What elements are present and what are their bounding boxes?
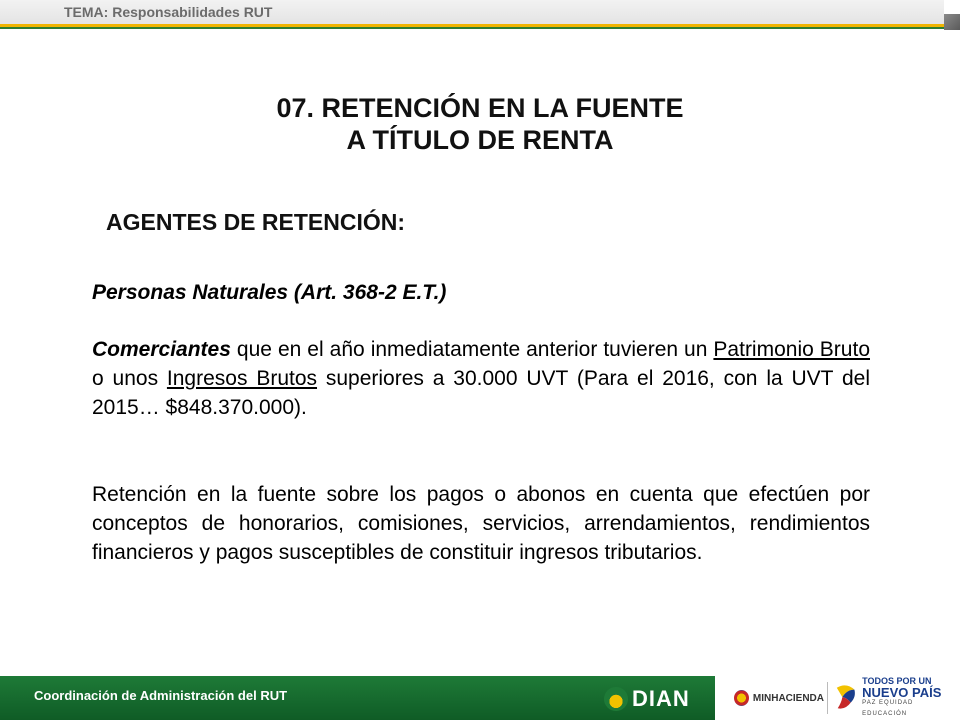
section-heading: Personas Naturales (Art. 368-2 E.T.) bbox=[92, 281, 447, 304]
slide-title-line2: A TÍTULO DE RENTA bbox=[346, 125, 614, 155]
paragraph-comerciantes bbox=[92, 335, 870, 422]
coat-of-arms-icon bbox=[734, 690, 749, 706]
paragraph-text-b: o unos bbox=[92, 367, 167, 390]
slide-subtitle: AGENTES DE RETENCIÓN: bbox=[106, 209, 406, 235]
footer-bar bbox=[0, 676, 960, 720]
paragraph-retencion: Retención en la fuente sobre los pagos o abonos en cuenta que efectúen por conceptos de honorarios, comisiones, servicios, arrendamientos, rendimientos financieros y pagos susceptibles de constituir ingresos tributarios. bbox=[92, 483, 870, 564]
nuevo-pais-line3: PAZ EQUIDAD EDUCACIÓN bbox=[862, 700, 914, 717]
nuevo-pais-emblem-icon bbox=[834, 683, 858, 713]
dian-wordmark: DIAN bbox=[632, 686, 690, 711]
nuevo-pais-line2: NUEVO PAÍS bbox=[862, 685, 942, 700]
nuevo-pais-logo bbox=[834, 676, 954, 717]
logo-divider bbox=[827, 682, 828, 714]
paragraph-text-a: que en el año inmediatamente anterior tuvieren un bbox=[230, 338, 714, 361]
ingresos-brutos-term: Ingresos Brutos bbox=[166, 367, 318, 390]
nuevo-pais-line1: TODOS POR UN bbox=[862, 676, 932, 686]
slide-title-line1: 07. RETENCIÓN EN LA FUENTE bbox=[276, 93, 684, 123]
slide-title bbox=[0, 92, 960, 156]
top-header-bar bbox=[0, 0, 960, 30]
patrimonio-bruto-term: Patrimonio Bruto bbox=[713, 338, 870, 361]
minhacienda-wordmark: MINHACIENDA bbox=[752, 692, 824, 704]
paragraph-lead: Comerciantes bbox=[92, 338, 231, 361]
footer-text: Coordinación de Administración del RUT bbox=[34, 688, 288, 703]
dian-emblem-icon bbox=[604, 687, 628, 711]
header-green-stripe bbox=[0, 27, 944, 29]
topic-label: TEMA: Responsabilidades RUT bbox=[64, 4, 273, 20]
dian-logo bbox=[604, 682, 704, 716]
header-end-cap bbox=[944, 14, 960, 30]
paragraph-text-c: superiores a 30.000 UVT (Para el 2016, con la UVT del 2015… $848.370.000). bbox=[92, 367, 871, 419]
minhacienda-logo bbox=[734, 684, 824, 712]
